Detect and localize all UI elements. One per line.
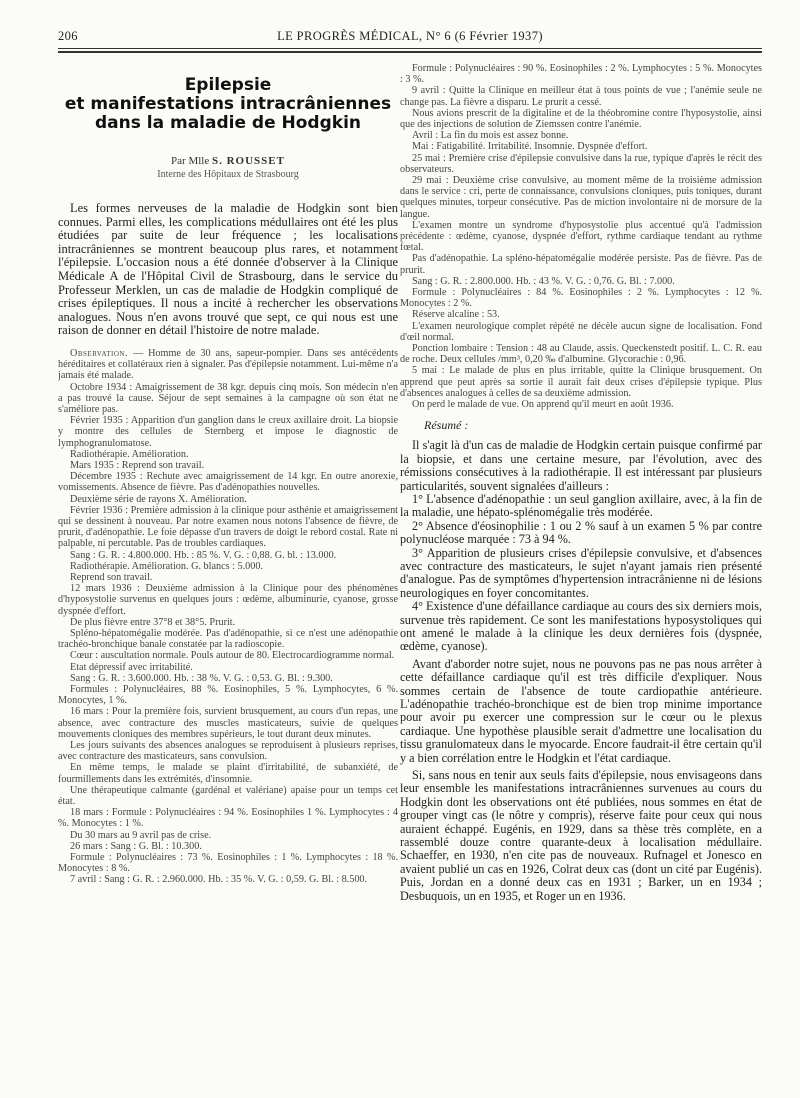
observation-paragraph: Du 30 mars au 9 avril pas de crise. xyxy=(70,829,212,841)
header-rule-bottom xyxy=(58,51,762,53)
observation-paragraph: On perd le malade de vue. On apprend qu'il meurt en août 1936. xyxy=(412,399,674,411)
title-line-3: dans la maladie de Hodgkin xyxy=(94,113,362,133)
observation-paragraph: De plus fièvre entre 37°8 et 38°5. Prurit. xyxy=(70,616,236,628)
right-column xyxy=(400,63,762,1023)
observation-paragraph: Février 1935 : Apparition d'un ganglion dans le creux axillaire droit. La biopsie y montre des cellules de Sternberg et impose le diagnostic de lymphogranulomatose. xyxy=(58,415,398,449)
observation-paragraph: En même temps, le malade se plaint d'irritabilité, de subanxiété, de fourmillements dans les extrémités, d'insomnie. xyxy=(58,762,398,785)
observation-left xyxy=(58,348,398,886)
observation-paragraph: Avril : La fin du mois est assez bonne. xyxy=(412,130,569,142)
observation-paragraph: Réserve alcaline : 53. xyxy=(412,309,500,321)
observation-paragraph: Pas d'adénopathie. La spléno-hépatomégalie modérée persiste. Pas de fièvre. Pas de prurit. xyxy=(400,253,762,276)
observation-paragraph: Sang : G. R. : 4.800.000. Hb. : 85 %. V. G. : 0,88. G. bl. : 13.000. xyxy=(70,549,337,561)
observation-paragraph: Deuxième série de rayons X. Amélioration. xyxy=(70,493,247,505)
running-header xyxy=(58,29,762,47)
observation-paragraph: Formules : Polynucléaires, 88 %. Eosinophiles, 5 %. Lymphocytes, 6 %. Monocytes, 1 %. xyxy=(58,684,398,707)
observation-text: — Homme de 30 ans, sapeur-pompier. Dans ses antécédents héréditaires et collatéraux rien à signaler. Pas d'épilepsie notamment. Lui-même n'a jamais été malade. xyxy=(58,347,398,382)
resume-paragraph: Il s'agit là d'un cas de maladie de Hodgkin certain puisque confirmé par la biopsie, et dans une certaine mesure, par l'évolution, avec des rémissions consécutives à la radiothérapie. Il est intéressant par plusieurs particularités, souvent signalées d'ailleurs : xyxy=(400,438,762,493)
observation-paragraph: 5 mai : Le malade de plus en plus irritable, quitte la Clinique brusquement. On apprend que peut après sa sortie il aurait fait deux crises d'épilepsie typique. Plus d'absences analogues à celles de sa deuxième admission. xyxy=(400,365,762,399)
observation-paragraph: L'examen neurologique complet répété ne décèle aucun signe de localisation. Fond d'œil normal. xyxy=(400,320,762,343)
observation-paragraph: Octobre 1934 : Amaigrissement de 38 kgr. depuis cinq mois. Son médecin n'en a pas trouvé la cause. Séjour de sept semaines à la campagne où son état ne s'améliore pas. xyxy=(58,381,398,415)
resume-paragraph: 1° L'absence d'adénopathie : un seul ganglion axillaire, avec, à la fin de la maladie, une hépato-splénomégalie très modérée. xyxy=(400,491,762,520)
author-name: S. ROUSSET xyxy=(211,155,285,167)
observation-paragraph: Février 1936 : Première admission à la clinique pour asthénie et amaigrissement qui se dessinent à nouveau. Par notre examen nous notons l'absence de fièvre, de prurit, d'adénopathie. Le foie dépasse d'un travers de doigt le rebord costal. Rate ni palpable, ni percutable. Pas de troubles cardiaques. xyxy=(58,504,398,550)
observation-opening xyxy=(58,348,398,382)
author-affiliation: Interne des Hôpitaux de Strasbourg xyxy=(157,169,299,180)
observation-paragraph: 26 mars : Sang : G. Bl. : 10.300. xyxy=(70,840,202,852)
byline xyxy=(58,155,398,167)
observation-paragraph: Formule : Polynucléaires : 73 %. Eosinophiles : 1 %. Lymphocytes : 18 %. Monocytes : 8 %. xyxy=(58,852,398,875)
observation-paragraph: Radiothérapie. Amélioration. xyxy=(70,448,189,460)
resume-paragraph: 3° Apparition de plusieurs crises d'épilepsie convulsive, et d'absences avec contracture des masticateurs, le sujet n'ayant jamais rien présenté d'analogue. Pas de symptômes d'hypertension intracrânienne ni de lésions neurologiques en foyer concomitantes. xyxy=(400,545,762,600)
page-number: 206 xyxy=(58,29,78,43)
observation-paragraph: Décembre 1935 : Rechute avec amaigrissement de 14 kgr. En outre anorexie, vomissements. Absence de fièvre. Pas d'adénopathies nouvelles. xyxy=(58,471,398,494)
observation-paragraph: 25 mai : Première crise d'épilepsie convulsive dans la rue, typique d'après le récit des observateurs. xyxy=(400,152,762,175)
title-line-2: et manifestations intracrâniennes xyxy=(64,94,392,114)
resume-body xyxy=(400,439,762,903)
title-line-1: Epilepsie xyxy=(184,75,272,95)
header-rule-top xyxy=(58,48,762,49)
observation-paragraph: 18 mars : Formule : Polynucléaires : 94 %. Eosinophiles 1 %. Lymphocytes : 4 %. Monocytes : 1 %. xyxy=(58,807,398,830)
observation-paragraph: Nous avions prescrit de la digitaline et de la théobromine contre l'hyposystolie, ainsi que des injections de solution de Ziemssen contre l'anémie. xyxy=(400,107,762,131)
observation-right xyxy=(400,63,762,410)
observation-paragraph: Spléno-hépatomégalie modérée. Pas d'adénopathie, si ce n'est une adénopathie trachéo-bronchique banale constatée par la radioscopie. xyxy=(58,628,398,651)
running-title: LE PROGRÈS MÉDICAL, N° 6 (6 Février 1937) xyxy=(277,29,543,43)
observation-paragraph: Radiothérapie. Amélioration. G. blancs : 5.000. xyxy=(70,560,263,572)
resume-label: Résumé : xyxy=(424,418,469,433)
observation-paragraph: Mai : Fatigabilité. Irritabilité. Insomnie. Dyspnée d'effort. xyxy=(412,141,648,153)
observation-paragraph: Formule : Polynucléaires : 90 %. Eosinophiles : 2 %. Lymphocytes : 5 %. Monocytes : 3 %. xyxy=(400,63,762,86)
observation-paragraph: 29 mai : Deuxième crise convulsive, au moment même de la troisième admission dans le service : cri, perte de connaissance, convulsions cloniques, puis toniques, durant quelques minutes, torpeur consécutive. Pas de miction involontaire ni de morsure de la langue. xyxy=(400,175,762,220)
observation-paragraph: Une thérapeutique calmante (gardénal et valériane) apaise pour un temps cet état. xyxy=(58,784,398,808)
resume-paragraph: 2° Absence d'éosinophilie : 1 ou 2 % sauf à un examen 5 % par contre polynucléose marquée : 73 à 94 %. xyxy=(400,518,762,547)
resume-paragraph: 4° Existence d'une défaillance cardiaque au cours des six derniers mois, survenue très rapidement. Ce sont les manifestations hyposystoliques qui ont amené le malade à la clinique les deux dernières fois (dyspnée, œdème, cyanose). xyxy=(400,599,762,654)
observation-paragraph: L'examen montre un syndrome d'hyposystolie plus accentué qu'à l'admission précédente : œdème, cyanose, dyspnée d'effort, rythme cardiaque tendant au rythme fœtal. xyxy=(400,219,762,254)
observation-paragraph: Sang : G. R. : 3.600.000. Hb. : 38 %. V. G. : 0,53. G. Bl. : 9.300. xyxy=(70,672,333,684)
observation-paragraph: 9 avril : Quitte la Clinique en meilleur état à tous points de vue ; l'anémie seule ne change pas. La fièvre a disparu. Le prurit a cessé. xyxy=(400,85,762,108)
observation-paragraph: Etat dépressif avec irritabilité. xyxy=(70,661,193,673)
observation-paragraph: Les jours suivants des absences analogues se reproduisent à plusieurs reprises, avec contracture des masticateurs, sans convulsion. xyxy=(58,740,398,763)
observation-paragraph: Mars 1935 : Reprend son travail. xyxy=(70,459,205,471)
resume-paragraph: Si, sans nous en tenir aux seuls faits d'épilepsie, nous envisageons dans leur ensemble les manifestations intracrâniennes survenues au cours du Hodgkin dont les observations ont été publiées, nous sommes en état de grouper vingt cas (le nôtre y compris), réserve faite pour ceux qui nous auraient échappé. Eugénis, en 1929, dans sa thèse très complète, en a rassemblé douze contre quarante-deux à localisation médullaire. Schaeffer, en 1930, n'en cite pas de nouveaux. Rufnagel et Jonesco en avaient publié un cas en 1926, Colrat deux cas (dont un cité par Eugénis). Puis, Jordan en a donné deux cas en 1931 ; Barker, un en 1934 ; Desbuquois, un en 1935, et Roger un en 1936. xyxy=(400,768,762,903)
observation-paragraph: Ponction lombaire : Tension : 48 au Claude, assis. Queckenstedt positif. L. C. R. eau de roche. Deux cellules /mm³, 0,20 ‰ d'albumine. Glycorachie : 0,96. xyxy=(400,343,762,366)
observation-paragraph: Cœur : auscultation normale. Pouls autour de 80. Electrocardiogramme normal. xyxy=(70,650,395,662)
observation-paragraph: Sang : G. R. : 2.800.000. Hb. : 43 %. V. G. : 0,76. G. Bl. : 7.000. xyxy=(412,275,675,287)
intro-paragraph: Les formes nerveuses de la maladie de Hodgkin sont bien connues. Parmi elles, les complications médullaires ont été les plus étudiées par suite de leur fréquence ; les localisations intracrâniennes se montrent beaucoup plus rares, et notamment l'épilepsie. L'occasion nous a été donnée d'observer à la Clinique Médicale A de l'Hôpital Civil de Strasbourg, dans le service du Professeur Merklen, un cas de maladie de Hodgkin compliqué de crises épileptiques. Il nous a incité à rechercher les observations analogues. Nous n'en avons trouvé que sept, ce qui nous est une raison de donner en détail l'histoire de notre malade. xyxy=(58,201,398,338)
observation-paragraph: 16 mars : Pour la première fois, survient brusquement, au cours d'un repas, une absence, avec contracture des muscles masticateurs, suivie de quelques mouvements cloniques des membres supérieurs, le tout durant deux minutes. xyxy=(58,706,398,740)
left-column xyxy=(58,66,398,1026)
article-title xyxy=(58,76,398,133)
resume-paragraph: Avant d'aborder notre sujet, nous ne pouvons pas ne pas nous arrêter à cette défaillance cardiaque qu'il est très difficile d'expliquer. Nous sommes certain de l'absence de toute cardiopathie antérieure. L'adénopathie trachéo-bronchique est de bien trop minime importance pour avoir pu exercer une compression sur le cœur ou le plexus cardiaque. Une hypothèse plausible serait d'admettre une localisation du tissu granulomateux dans le myocarde. Encore faudrait-il être certain qu'il y a bien corrélation entre le Hodgkin et l'état cardiaque. xyxy=(400,656,762,765)
observation-paragraph: 7 avril : Sang : G. R. : 2.960.000. Hb. : 35 %. V. G. : 0,59. G. Bl. : 8.500. xyxy=(70,874,368,886)
byline-prefix: Par Mlle xyxy=(171,155,210,167)
observation-paragraph: Reprend son travail. xyxy=(70,572,153,583)
observation-paragraph: Formule : Polynucléaires : 84 %. Eosinophiles : 2 %. Lymphocytes : 12 %. Monocytes : 2 %. xyxy=(400,287,762,310)
observation-label: Observation. xyxy=(70,347,128,359)
observation-paragraph: 12 mars 1936 : Deuxième admission à la Clinique pour des phénomènes d'hyposystolie survenus en quelques jours : œdème, albuminurie, cyanose, grosse dyspnée d'effort. xyxy=(58,583,398,617)
